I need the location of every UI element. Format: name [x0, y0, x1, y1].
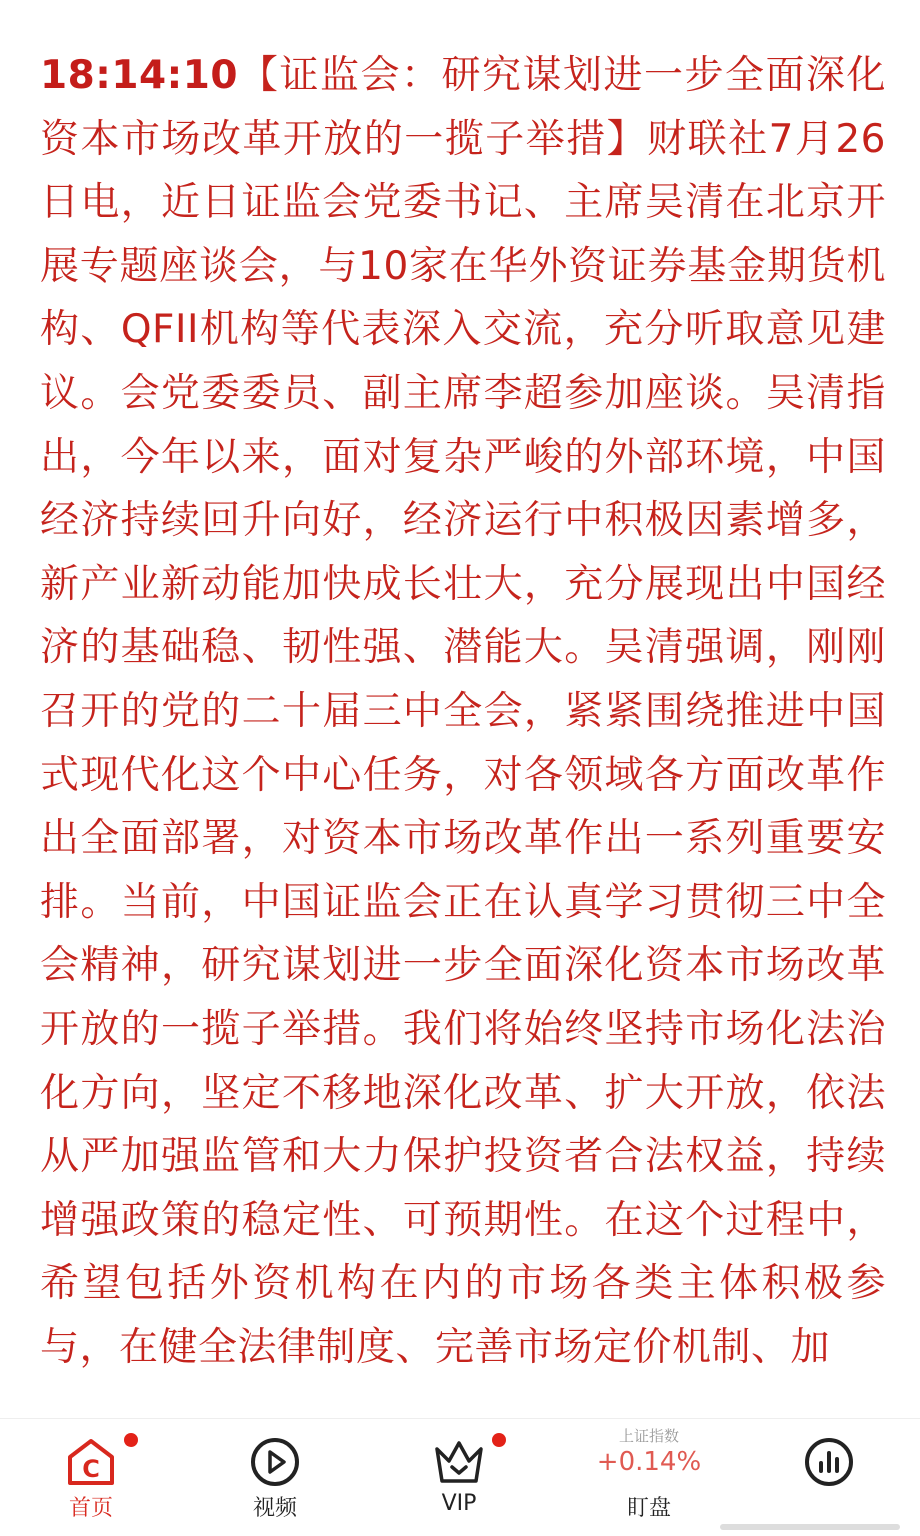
- bottom-tab-bar: [0, 1418, 920, 1536]
- tab-vip-label: VIP: [441, 1491, 477, 1516]
- home-c-icon: [64, 1435, 118, 1489]
- vip-badge-dot: [492, 1433, 506, 1447]
- news-article: [40, 44, 886, 1434]
- home-badge-dot: [124, 1433, 138, 1447]
- article-body: 财联社7月26日电，近日证监会党委书记、主席吴清在北京开展专题座谈会，与10家在华外资证券基金期货机构、QFII机构等代表深入交流，充分听取意见建议。会党委委员、副主席李超参加座谈。吴清指出，今年以来，面对复杂严峻的外部环境，中国经济持续回升向好，经济运行中积极因素增多，新产业新动能加快成长壮大，充分展现出中国经济的基础稳、韧性强、潜能大。吴清强调，刚刚召开的党的二十届三中全会，紧紧围绕推进中国式现代化这个中心任务，对各领域各方面改革作出全面部署，对资本市场改革作出一系列重要安排。当前，中国证监会正在认真学习贯彻三中全会精神，研究谋划进一步全面深化资本市场改革开放的一揽子举措。我们将始终坚持市场化法治化方向，坚定不移地深化改革、扩大开放，依法从严加强监管和大力保护投资者合法权益，持续增强政策的稳定性、可预期性。在这个过程中，希望包括外资机构在内的市场各类主体积极参与，在健全法律制度、完善市场定价机制、加: [40, 116, 886, 1370]
- tab-chart[interactable]: [754, 1419, 904, 1536]
- home-indicator: [720, 1524, 900, 1530]
- tab-home-label: 首页: [68, 1496, 113, 1521]
- tab-video-label: 视频: [252, 1496, 297, 1521]
- play-icon: [248, 1435, 302, 1489]
- tab-market-label: 盯盘: [626, 1496, 671, 1521]
- article-text: [40, 44, 886, 1379]
- index-value: +0.14%: [596, 1447, 702, 1477]
- index-name: 上证指数: [618, 1427, 679, 1445]
- tab-vip[interactable]: [384, 1419, 534, 1536]
- bar-chart-icon: [802, 1435, 856, 1489]
- tab-video[interactable]: [200, 1419, 350, 1536]
- tab-market[interactable]: [574, 1419, 724, 1536]
- svg-text:C: C: [82, 1455, 100, 1483]
- crown-icon: [432, 1435, 486, 1489]
- tab-home[interactable]: [16, 1419, 166, 1536]
- article-timestamp: 18:14:10: [40, 53, 239, 98]
- article-headline: 【证监会：研究谋划进一步全面深化资本市场改革开放的一揽子举措】: [40, 53, 886, 162]
